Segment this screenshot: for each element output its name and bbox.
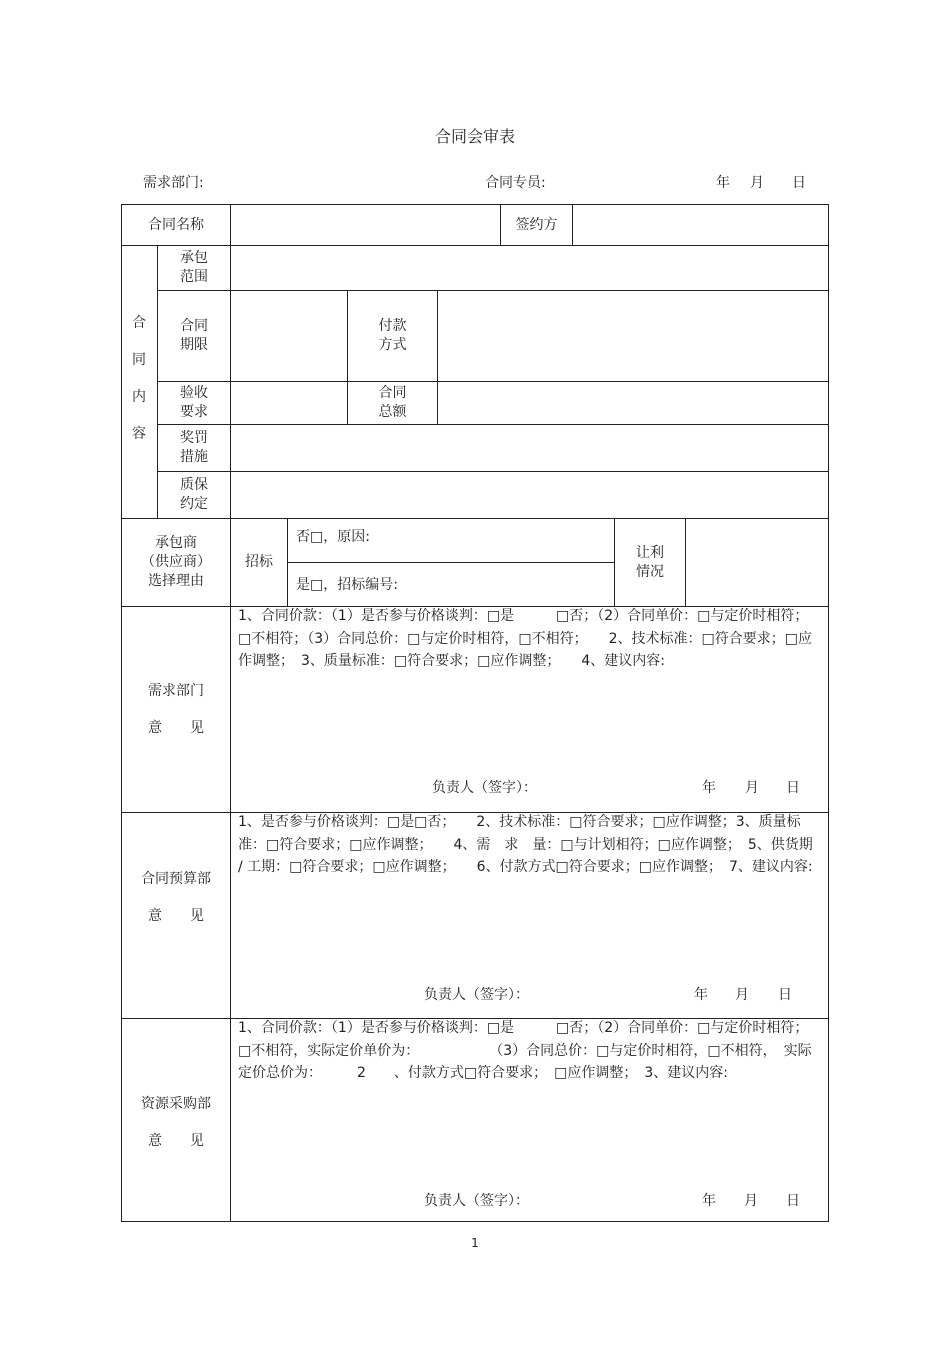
budget-dept-day: 日 [778, 987, 792, 1003]
demand-dept-signature: 负责人（签字）： [432, 780, 537, 796]
purchase-dept-year: 年 [702, 1193, 716, 1209]
tender-yes-number: 是□，招标编号: [296, 577, 398, 593]
purchase-dept-opinion-text: 1、合同价款：（1）是否参与价格谈判：□是 □否；（2）合同单价：□与定价时相符；□不相符，实际定价单价为： （3）合同总价：□与定价时相符，□不相符， 实际定价总价为： 2 、付款方式□符合要求； □应作调整； 3、建议内容: [238, 1020, 812, 1081]
specialist-label: 合同专员: [485, 175, 546, 191]
purchase-dept-month: 月 [744, 1193, 758, 1209]
demand-dept-label: 需求部门 [148, 683, 204, 699]
tender-no-reason: 否□，原因: [296, 529, 370, 545]
content-char-1: 合 [132, 315, 146, 331]
purchase-dept-opinion-label: 意 见 [148, 1133, 204, 1149]
scope-label: 承包 范围 [180, 250, 208, 285]
signing-party-label: 签约方 [515, 216, 558, 233]
budget-dept-month: 月 [735, 987, 749, 1003]
demand-dept-opinion-text: 1、合同价款：（1）是否参与价格谈判：□是 □否；（2）合同单价：□与定价时相符；□不相符；（3）合同总价：□与定价时相符，□不相符； 2、技术标准：□符合要求；□应作调整； 3、质量标准：□符合要求；□应作调整； 4、建议内容: [238, 608, 812, 669]
header-month: 月 [750, 175, 764, 191]
header-day: 日 [792, 175, 806, 191]
budget-dept-signature: 负责人（签字）： [424, 987, 529, 1003]
purchase-dept-day: 日 [786, 1193, 800, 1209]
budget-dept-year: 年 [694, 987, 708, 1003]
dept-label: 需求部门: [143, 175, 204, 191]
contract-name-label: 合同名称 [148, 216, 204, 233]
demand-dept-month: 月 [745, 780, 759, 796]
purchase-dept-signature: 负责人（签字）： [424, 1193, 529, 1209]
header-year: 年 [716, 175, 730, 191]
concession-label: 让利 情况 [636, 544, 664, 580]
demand-dept-year: 年 [702, 780, 716, 796]
budget-dept-opinion-text: 1、是否参与价格谈判：□是□否； 2、技术标准：□符合要求；□应作调整；3、质量标准：□符合要求；□应作调整； 4、需 求 量：□与计划相符；□应作调整； 5、供货期 / 工期：□符合要求；□应作调整； 6、付款方式□符合要求；□应作调整； 7、建议内容: [238, 814, 813, 875]
page-number: 1 [471, 1236, 479, 1250]
reward-label: 奖罚 措施 [180, 430, 208, 465]
budget-dept-label: 合同预算部 [141, 871, 211, 887]
purchase-dept-label: 资源采购部 [141, 1096, 211, 1112]
content-char-4: 容 [132, 426, 146, 442]
term-label: 合同 期限 [180, 318, 208, 353]
doc-title: 合同会审表 [434, 127, 515, 146]
contract-content-label [122, 305, 156, 453]
warranty-label: 质保 约定 [180, 477, 208, 512]
content-char-3: 内 [132, 389, 146, 405]
demand-dept-day: 日 [786, 780, 800, 796]
amount-label: 合同 总额 [378, 385, 407, 420]
content-char-2: 同 [132, 352, 146, 368]
tender-label: 招标 [245, 554, 273, 570]
payment-label: 付款 方式 [378, 318, 407, 353]
supplier-reason-label: 承包商 （供应商） 选择理由 [141, 535, 211, 589]
acceptance-label: 验收 要求 [180, 385, 208, 420]
budget-dept-opinion-label: 意 见 [148, 908, 204, 924]
demand-dept-opinion-label: 意 见 [148, 720, 204, 736]
